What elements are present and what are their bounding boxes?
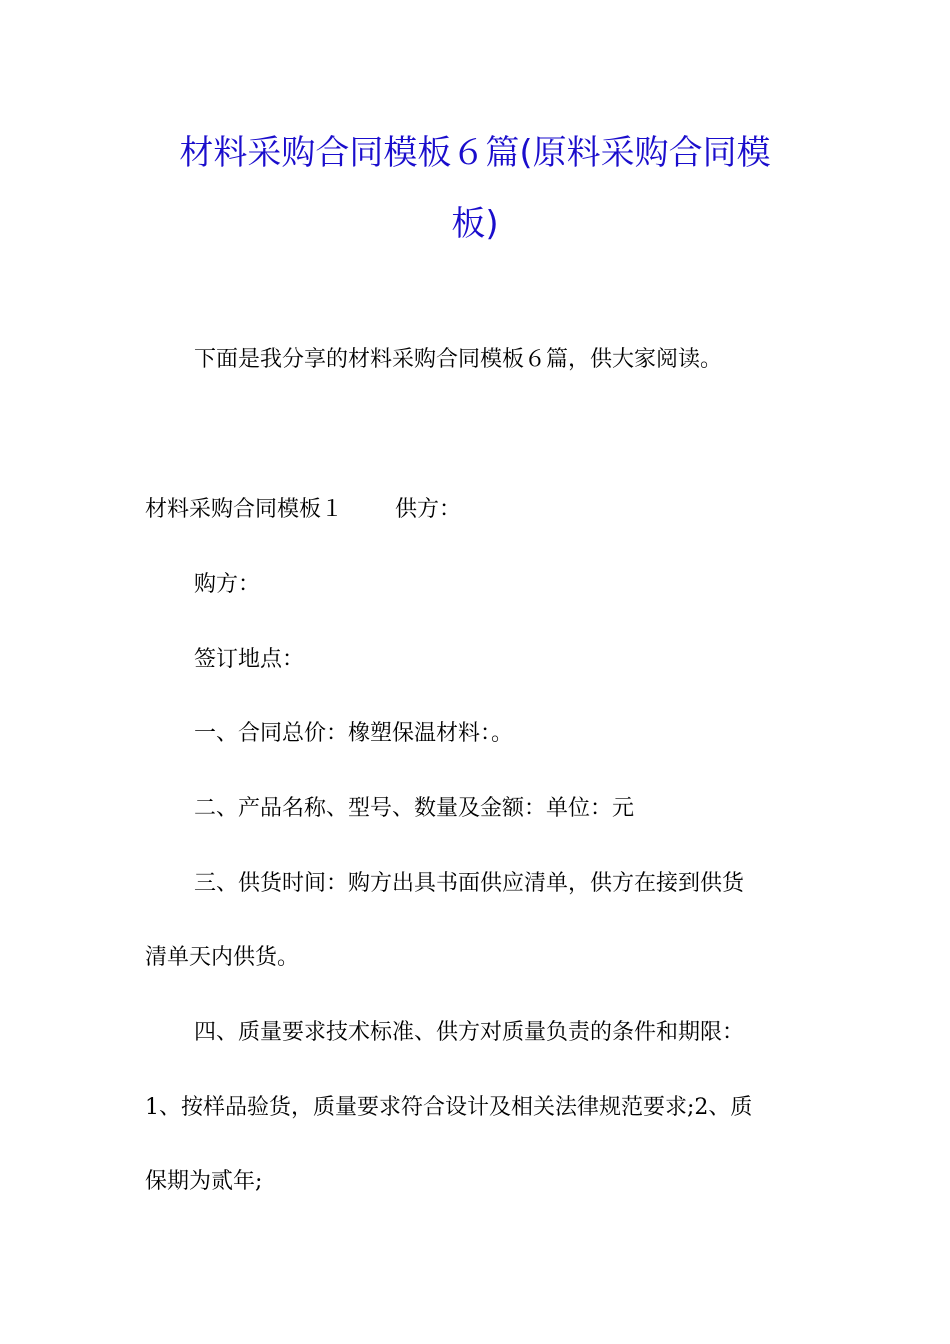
clause-1: 一、合同总价：橡塑保温材料：。	[194, 721, 514, 746]
section-heading-row	[145, 498, 461, 522]
clause-4-line-3: 保期为贰年;	[145, 1169, 263, 1194]
clause-3-line-2: 清单天内供货。	[145, 945, 300, 970]
signing-place-label: 签订地点：	[194, 647, 305, 672]
intro-paragraph: 下面是我分享的材料采购合同模板６篇，供大家阅读。	[194, 347, 723, 372]
document-title-line-1: 材料采购合同模板６篇(原料采购合同模	[179, 133, 771, 173]
section-heading: 材料采购合同模板１	[145, 497, 344, 522]
clause-3-line-1: 三、供货时间：购方出具书面供应清单，供方在接到供货	[194, 871, 745, 896]
clause-2: 二、产品名称、型号、数量及金额：单位：元	[194, 796, 635, 821]
supplier-label: 供方：	[395, 497, 462, 522]
clause-4-line-1: 四、质量要求技术标准、供方对质量负责的条件和期限：	[194, 1020, 745, 1045]
buyer-label: 购方：	[194, 572, 261, 597]
clause-4-line-2: 1、按样品验货，质量要求符合设计及相关法律规范要求;2、质	[145, 1095, 753, 1120]
document-title-line-2: 板)	[451, 204, 499, 244]
